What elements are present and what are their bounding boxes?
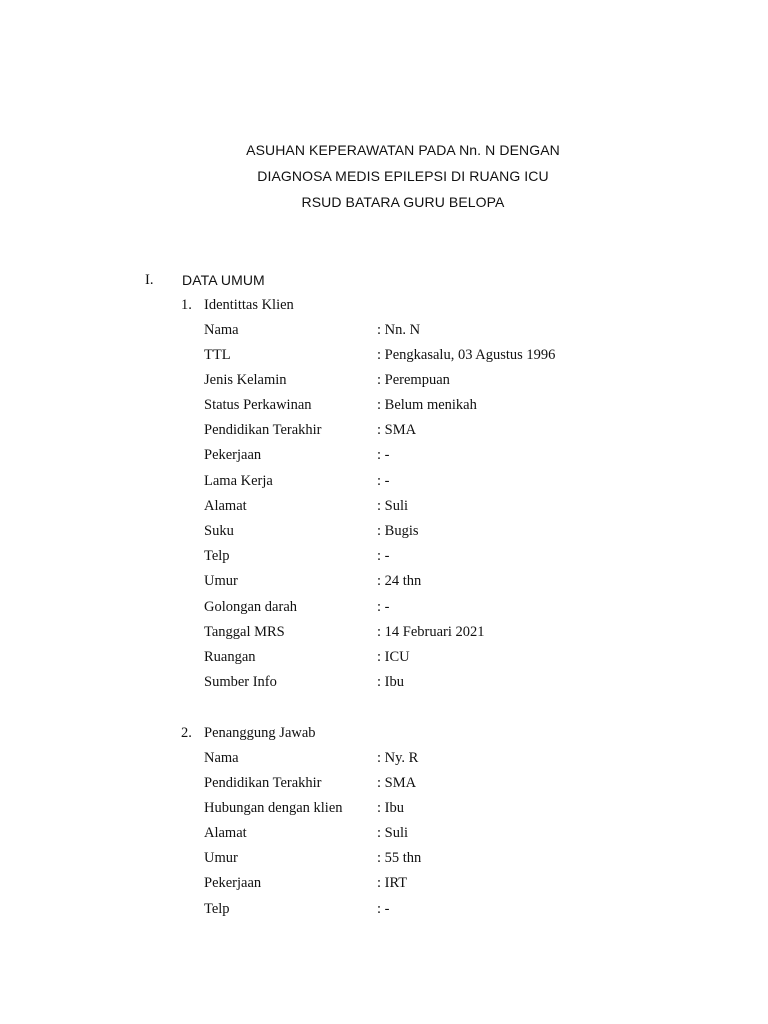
table-row: [204, 595, 724, 620]
subsection-number: 1.: [181, 297, 192, 313]
field-label: Telp: [204, 900, 230, 917]
table-row: [204, 846, 724, 871]
field-value: : -: [377, 598, 390, 615]
field-value: : ICU: [377, 648, 410, 665]
field-value: : IRT: [377, 875, 408, 892]
field-label: Alamat: [204, 497, 247, 514]
field-value: : Ibu: [377, 674, 404, 691]
subsection-title: Identittas Klien: [204, 297, 294, 313]
field-value: : 14 Februari 2021: [377, 623, 485, 640]
field-value: : -: [377, 447, 390, 464]
table-row: [204, 645, 724, 670]
field-value: : Belum menikah: [377, 397, 477, 414]
field-label: Nama: [204, 321, 239, 338]
section-number: I.: [145, 272, 154, 288]
field-label: Umur: [204, 850, 238, 867]
field-label: Hubungan dengan klien: [204, 799, 343, 816]
table-row: [204, 746, 724, 771]
field-label: Pekerjaan: [204, 875, 262, 892]
table-row: [204, 519, 724, 544]
field-value: : SMA: [377, 422, 417, 439]
field-label: TTL: [204, 346, 231, 363]
field-label: Jenis Kelamin: [204, 371, 287, 388]
title-line-3: RSUD BATARA GURU BELOPA: [301, 194, 505, 210]
field-value: : -: [377, 548, 390, 565]
field-label: Umur: [204, 573, 238, 590]
table-row: [204, 796, 724, 821]
field-label: Sumber Info: [204, 674, 277, 691]
table-row: [204, 544, 724, 569]
field-value: : Suli: [377, 497, 409, 514]
section-title: DATA UMUM: [182, 272, 265, 288]
field-value: : -: [377, 900, 390, 917]
table-row: [204, 418, 724, 443]
field-label: Pendidikan Terakhir: [204, 774, 322, 791]
table-row: [204, 771, 724, 796]
field-value: : 55 thn: [377, 850, 422, 867]
subsection-number: 2.: [181, 725, 192, 741]
field-label: Nama: [204, 749, 239, 766]
field-value: : Bugis: [377, 523, 419, 539]
field-value: : SMA: [377, 774, 417, 791]
field-value: : Pengkasalu, 03 Agustus 1996: [377, 346, 556, 363]
document-title: [0, 137, 768, 215]
field-value: : Nn. N: [377, 321, 421, 338]
table-row: [204, 670, 724, 695]
field-value: : Suli: [377, 825, 409, 842]
field-label: Telp: [204, 548, 230, 565]
field-value: : Ibu: [377, 799, 404, 816]
penanggung-jawab-table: [204, 746, 724, 922]
table-row: [204, 821, 724, 846]
field-label: Pekerjaan: [204, 447, 262, 464]
table-row: [204, 469, 724, 494]
table-row: [204, 494, 724, 519]
table-row: [204, 343, 724, 368]
title-line-1: ASUHAN KEPERAWATAN PADA Nn. N DENGAN: [246, 142, 560, 158]
field-value: : Perempuan: [377, 371, 450, 388]
table-row: [204, 569, 724, 594]
subsection-title: Penanggung Jawab: [204, 725, 316, 741]
field-label: Golongan darah: [204, 598, 298, 615]
table-row: [204, 443, 724, 468]
field-label: Tanggal MRS: [204, 623, 285, 640]
title-line-2: DIAGNOSA MEDIS EPILEPSI DI RUANG ICU: [257, 168, 549, 184]
table-row: [204, 393, 724, 418]
table-row: [204, 897, 724, 922]
table-row: [204, 871, 724, 896]
field-label: Ruangan: [204, 648, 256, 665]
table-row: [204, 368, 724, 393]
field-label: Pendidikan Terakhir: [204, 422, 322, 439]
field-value: : 24 thn: [377, 573, 422, 590]
field-label: Lama Kerja: [204, 472, 273, 489]
field-label: Suku: [204, 523, 234, 539]
identitas-klien-table: [204, 318, 724, 696]
field-label: Status Perkawinan: [204, 397, 312, 414]
table-row: [204, 620, 724, 645]
table-row: [204, 318, 724, 343]
field-value: : Ny. R: [377, 749, 419, 766]
field-value: : -: [377, 472, 390, 489]
field-label: Alamat: [204, 825, 247, 842]
